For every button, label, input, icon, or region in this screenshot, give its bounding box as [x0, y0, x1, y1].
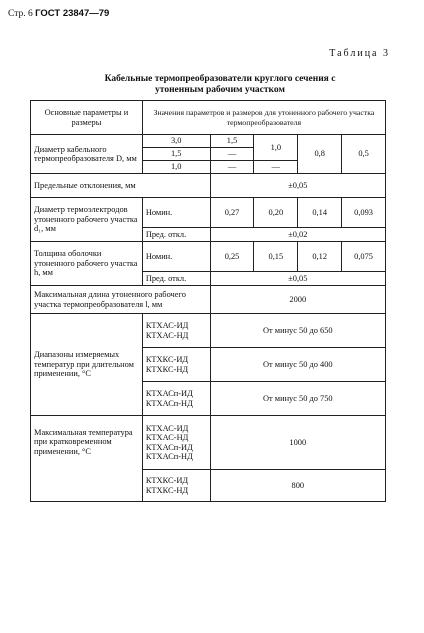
thermo-val-1: 0,27 [210, 198, 254, 228]
pred-label-2: Пред. откл. [142, 272, 210, 286]
range-types-3: КТХАСп-ИД КТХАСп-НД [142, 382, 210, 416]
thermo-val-2: 0,20 [254, 198, 298, 228]
parameters-table [30, 100, 386, 502]
shell-deviation: ±0,05 [210, 272, 385, 286]
dash-2: — [210, 161, 254, 174]
thermo-val-3: 0,14 [298, 198, 342, 228]
max-temp-value-1: 1000 [210, 416, 385, 470]
deviation-label: Предельные отклонения, мм [31, 174, 211, 198]
dash-3: — [254, 161, 298, 174]
max-temp-types-1: КТХАС-ИД КТХАС-НД КТХАСп-ИД КТХАСп-НД [142, 416, 210, 470]
thermo-deviation: ±0,02 [210, 228, 385, 242]
max-temp-types-2: КТХКС-ИД КТХКС-НД [142, 470, 210, 502]
shell-val-1: 0,25 [210, 242, 254, 272]
range-value-3: От минус 50 до 750 [210, 382, 385, 416]
table-title: Кабельные термопреобразователи круглого сечения с утоненным рабочим участком [104, 74, 336, 95]
nomin-label: Номин. [142, 198, 210, 228]
range-label: Диапазоны измеряемых температур при длительном применении, °С [31, 314, 143, 416]
dash-1: — [210, 148, 254, 161]
range-value-1: От минус 50 до 650 [210, 314, 385, 348]
range-types-1: КТХАС-ИД КТХАС-НД [142, 314, 210, 348]
pred-label: Пред. откл. [142, 228, 210, 242]
max-temp-label: Максимальная температура при кратковременном применении, °С [31, 416, 143, 502]
header-values: Значения параметров и размеров для утоненного рабочего участка термопреобразователя [142, 101, 385, 135]
max-length-label: Максимальная длина утоненного рабочего участка термопреобразователя l, мм [31, 286, 211, 314]
deviation-value: ±0,05 [210, 174, 385, 198]
d-3-0: 3,0 [142, 135, 210, 148]
nomin-label-2: Номин. [142, 242, 210, 272]
page-number: Стр. 6 [8, 9, 33, 19]
d-1-0: 1,0 [142, 161, 210, 174]
range-types-2: КТХКС-ИД КТХКС-НД [142, 348, 210, 382]
shell-label: Толщина оболочки утоненного рабочего участка h, мм [31, 242, 143, 286]
shell-val-2: 0,15 [254, 242, 298, 272]
max-temp-value-2: 800 [210, 470, 385, 502]
standard-code: ГОСТ 23847—79 [35, 8, 110, 19]
max-length-value: 2000 [210, 286, 385, 314]
v-0-5: 0,5 [342, 135, 386, 174]
v-0-8: 0,8 [298, 135, 342, 174]
v-1-5: 1,5 [210, 135, 254, 148]
shell-val-4: 0,075 [342, 242, 386, 272]
thermo-val-4: 0,093 [342, 198, 386, 228]
v-1-0: 1,0 [254, 135, 298, 161]
range-value-2: От минус 50 до 400 [210, 348, 385, 382]
d-1-5: 1,5 [142, 148, 210, 161]
diameter-label: Диаметр кабельного термопреобразователя D, мм [31, 135, 143, 174]
thermo-diameter-label: Диаметр термоэлектродов утоненного рабочего участка d₁, мм [31, 198, 143, 242]
shell-val-3: 0,12 [298, 242, 342, 272]
header-main: Основные параметры и размеры [31, 101, 143, 135]
table-label: Таблица 3 [329, 48, 390, 59]
page-header [8, 8, 109, 19]
